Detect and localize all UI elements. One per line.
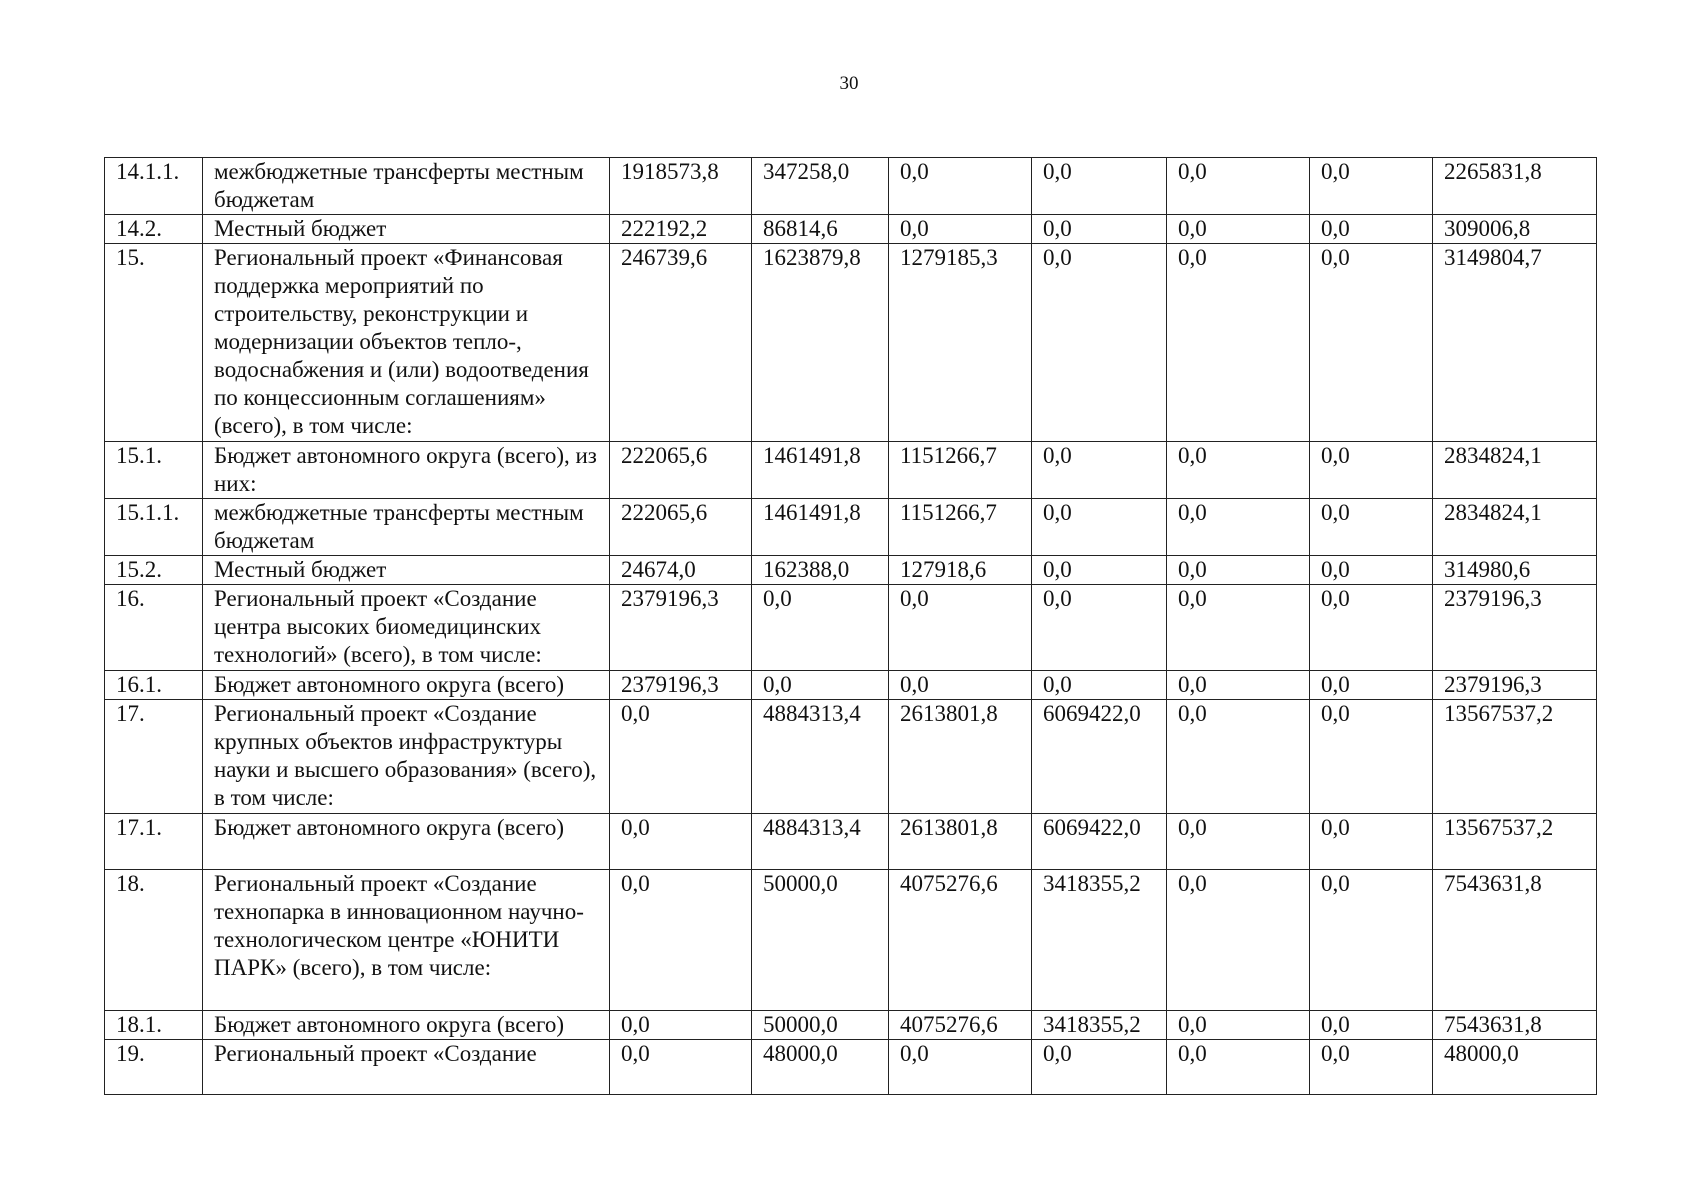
row-value: 0,0	[1310, 158, 1433, 215]
row-value: 0,0	[889, 671, 1032, 700]
row-value: 0,0	[1032, 244, 1167, 442]
row-value: 222065,6	[610, 442, 752, 499]
table-row	[105, 215, 1597, 244]
table-row	[105, 700, 1597, 814]
row-value: 0,0	[1167, 671, 1310, 700]
row-value: 347258,0	[752, 158, 889, 215]
row-value: 50000,0	[752, 1011, 889, 1040]
row-total: 2379196,3	[1433, 671, 1597, 700]
row-name: Местный бюджет	[203, 215, 610, 244]
row-total: 13567537,2	[1433, 814, 1597, 870]
row-name: Местный бюджет	[203, 556, 610, 585]
row-number: 16.	[105, 585, 203, 671]
row-total: 13567537,2	[1433, 700, 1597, 814]
row-value: 0,0	[610, 814, 752, 870]
row-value: 0,0	[889, 215, 1032, 244]
row-value: 2613801,8	[889, 814, 1032, 870]
row-value: 2613801,8	[889, 700, 1032, 814]
row-value: 0,0	[1032, 215, 1167, 244]
row-value: 0,0	[610, 700, 752, 814]
row-value: 4075276,6	[889, 870, 1032, 1011]
row-value: 1918573,8	[610, 158, 752, 215]
row-value: 0,0	[1310, 814, 1433, 870]
row-total: 7543631,8	[1433, 1011, 1597, 1040]
row-value: 1151266,7	[889, 499, 1032, 556]
table-row	[105, 442, 1597, 499]
row-value: 0,0	[1032, 1040, 1167, 1095]
row-number: 19.	[105, 1040, 203, 1095]
row-value: 162388,0	[752, 556, 889, 585]
table-body	[105, 158, 1597, 1095]
row-value: 0,0	[1310, 671, 1433, 700]
row-value: 6069422,0	[1032, 700, 1167, 814]
row-total: 2834824,1	[1433, 442, 1597, 499]
row-value: 3418355,2	[1032, 1011, 1167, 1040]
row-name: Региональный проект «Создание центра высоких биомедицинских технологий» (всего), в том числе:	[203, 585, 610, 671]
row-number: 18.1.	[105, 1011, 203, 1040]
row-value: 0,0	[1032, 585, 1167, 671]
row-total: 7543631,8	[1433, 870, 1597, 1011]
row-value: 1279185,3	[889, 244, 1032, 442]
row-name: межбюджетные трансферты местным бюджетам	[203, 499, 610, 556]
row-value: 0,0	[1032, 671, 1167, 700]
row-value: 0,0	[1310, 442, 1433, 499]
row-value: 0,0	[610, 870, 752, 1011]
row-value: 0,0	[1310, 499, 1433, 556]
table-row	[105, 585, 1597, 671]
page-number: 30	[839, 73, 859, 94]
row-value: 0,0	[1310, 244, 1433, 442]
row-number: 16.1.	[105, 671, 203, 700]
row-value: 1151266,7	[889, 442, 1032, 499]
row-value: 0,0	[1310, 1040, 1433, 1095]
row-value: 127918,6	[889, 556, 1032, 585]
table-row	[105, 870, 1597, 1011]
table-row	[105, 499, 1597, 556]
row-value: 48000,0	[752, 1040, 889, 1095]
row-number: 15.1.1.	[105, 499, 203, 556]
row-value: 0,0	[1167, 158, 1310, 215]
row-name: межбюджетные трансферты местным бюджетам	[203, 158, 610, 215]
row-total: 2265831,8	[1433, 158, 1597, 215]
row-value: 0,0	[1032, 499, 1167, 556]
row-value: 0,0	[1167, 814, 1310, 870]
row-value: 0,0	[1310, 700, 1433, 814]
row-total: 2834824,1	[1433, 499, 1597, 556]
row-value: 0,0	[889, 158, 1032, 215]
row-value: 0,0	[889, 1040, 1032, 1095]
row-total: 48000,0	[1433, 1040, 1597, 1095]
table-row	[105, 814, 1597, 870]
row-total: 2379196,3	[1433, 585, 1597, 671]
row-value: 0,0	[1310, 556, 1433, 585]
row-value: 222192,2	[610, 215, 752, 244]
row-value: 0,0	[1167, 442, 1310, 499]
table-row	[105, 556, 1597, 585]
table-row	[105, 244, 1597, 442]
row-number: 17.	[105, 700, 203, 814]
row-value: 50000,0	[752, 870, 889, 1011]
row-number: 17.1.	[105, 814, 203, 870]
table-row	[105, 671, 1597, 700]
row-value: 0,0	[610, 1011, 752, 1040]
row-value: 0,0	[1167, 1040, 1310, 1095]
row-value: 0,0	[1167, 244, 1310, 442]
row-value: 0,0	[1167, 499, 1310, 556]
budget-table	[104, 157, 1597, 1095]
table-row	[105, 1040, 1597, 1095]
row-value: 1461491,8	[752, 442, 889, 499]
row-value: 1623879,8	[752, 244, 889, 442]
row-number: 14.1.1.	[105, 158, 203, 215]
row-value: 0,0	[1167, 1011, 1310, 1040]
row-number: 18.	[105, 870, 203, 1011]
row-value: 0,0	[1167, 870, 1310, 1011]
row-value: 0,0	[1167, 700, 1310, 814]
row-value: 0,0	[889, 585, 1032, 671]
row-value: 246739,6	[610, 244, 752, 442]
row-value: 0,0	[1310, 870, 1433, 1011]
row-value: 0,0	[1167, 215, 1310, 244]
row-name: Региональный проект «Создание крупных объектов инфраструктуры науки и высшего образования» (всего), в том числе:	[203, 700, 610, 814]
row-value: 4075276,6	[889, 1011, 1032, 1040]
row-total: 3149804,7	[1433, 244, 1597, 442]
row-number: 15.2.	[105, 556, 203, 585]
row-name: Бюджет автономного округа (всего)	[203, 671, 610, 700]
row-name: Региональный проект «Финансовая поддержка мероприятий по строительству, реконструкции и модернизации объектов тепло-, водоснабжения и (или) водоотведения по концессионным соглашениям» (всего), в том числе:	[203, 244, 610, 442]
row-number: 15.	[105, 244, 203, 442]
row-value: 0,0	[1167, 585, 1310, 671]
row-name: Бюджет автономного округа (всего)	[203, 814, 610, 870]
row-value: 0,0	[752, 671, 889, 700]
row-value: 0,0	[1167, 556, 1310, 585]
row-number: 15.1.	[105, 442, 203, 499]
row-value: 0,0	[1310, 1011, 1433, 1040]
row-value: 24674,0	[610, 556, 752, 585]
row-number: 14.2.	[105, 215, 203, 244]
row-value: 86814,6	[752, 215, 889, 244]
row-value: 0,0	[1310, 215, 1433, 244]
row-value: 6069422,0	[1032, 814, 1167, 870]
row-value: 0,0	[1032, 442, 1167, 499]
row-total: 314980,6	[1433, 556, 1597, 585]
row-value: 4884313,4	[752, 814, 889, 870]
table-row	[105, 158, 1597, 215]
row-total: 309006,8	[1433, 215, 1597, 244]
row-value: 0,0	[610, 1040, 752, 1095]
row-value: 0,0	[1310, 585, 1433, 671]
table-row	[105, 1011, 1597, 1040]
row-name: Бюджет автономного округа (всего), из них:	[203, 442, 610, 499]
row-value: 2379196,3	[610, 585, 752, 671]
row-value: 2379196,3	[610, 671, 752, 700]
row-name: Региональный проект «Создание	[203, 1040, 610, 1095]
row-name: Бюджет автономного округа (всего)	[203, 1011, 610, 1040]
row-value: 3418355,2	[1032, 870, 1167, 1011]
row-value: 0,0	[1032, 158, 1167, 215]
row-value: 222065,6	[610, 499, 752, 556]
row-value: 0,0	[1032, 556, 1167, 585]
row-value: 0,0	[752, 585, 889, 671]
row-value: 4884313,4	[752, 700, 889, 814]
row-value: 1461491,8	[752, 499, 889, 556]
row-name: Региональный проект «Создание технопарка в инновационном научно-технологическом центре «ЮНИТИ ПАРК» (всего), в том числе:	[203, 870, 610, 1011]
